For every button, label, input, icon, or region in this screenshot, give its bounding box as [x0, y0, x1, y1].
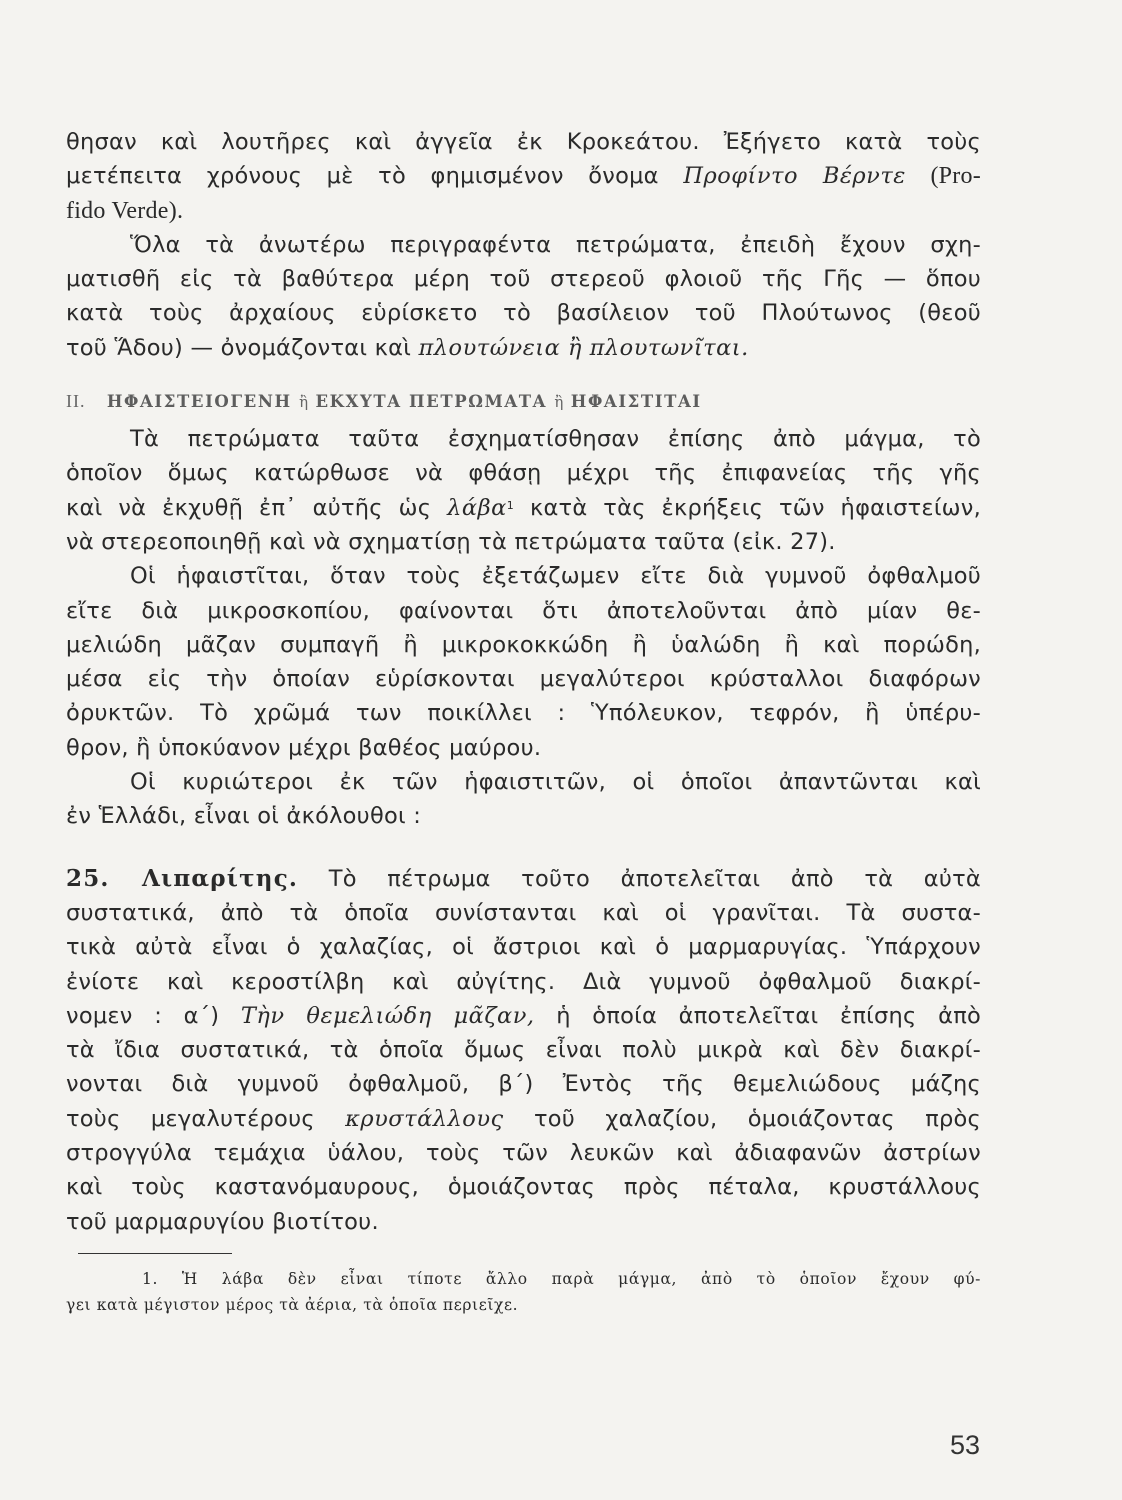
page-number: 53 — [950, 1430, 981, 1460]
footnote-line: γει κατὰ μέγιστον μέρος τὰ ἀέρια, τὰ ὁποῖα περιεῖχε. — [66, 1295, 519, 1314]
intro-paragraph — [66, 125, 981, 228]
text-line: ἐνίοτε καὶ κεροστίλβη καὶ αὐγίτης. Διὰ γυμνοῦ ὀφθαλμοῦ διακρί- — [66, 968, 981, 995]
text-line: εἴτε διὰ μικροσκοπίου, φαίνονται ὅτι ἀποτελοῦνται ἀπὸ μίαν θε- — [66, 597, 981, 624]
text-line: μελιώδη μᾶζαν συμπαγῆ ἢ μικροκοκκώδη ἢ ὑαλώδη ἢ καὶ πορώδη, — [66, 631, 981, 658]
text-line: ὁποῖον ὅμως κατώρθωσε νὰ φθάσῃ μέχρι τῆς ἐπιφανείας τῆς γῆς — [66, 460, 981, 487]
text-run: καὶ νὰ ἐκχυθῇ ἐπ᾽ αὐτῆς ὡς — [66, 494, 432, 521]
section-heading — [66, 389, 981, 414]
section-number: II. — [66, 391, 86, 412]
text-line: ματισθῆ εἰς τὰ βαθύτερα μέρη τοῦ στερεοῦ φλοιοῦ τῆς Γῆς — ὅπου — [66, 266, 981, 293]
text-line — [66, 159, 981, 193]
text-line — [66, 862, 981, 896]
footnote — [66, 1266, 981, 1318]
text-line: τικὰ αὐτὰ εἶναι ὁ χαλαζίας, οἱ ἄστριοι καὶ ὁ μαρμαρυγίας. Ὑπάρχουν — [66, 934, 981, 961]
entry-heading: 25. Λιπαρίτης. — [66, 864, 299, 892]
volcanites-paragraph — [66, 559, 981, 765]
text-line: κατὰ τοὺς ἀρχαίους εὑρίσκετο τὸ βασίλειον τοῦ Πλούτωνος (θεοῦ — [66, 300, 981, 327]
italic-term: λάβα — [447, 494, 507, 521]
text-line: καὶ τοὺς καστανόμαυρους, ὁμοιάζοντας πρὸς πέταλα, κρυστάλλους — [66, 1174, 981, 1201]
text-line — [66, 491, 981, 525]
heading-word: ΗΦΑΙΣΤΙΤΑΙ — [570, 392, 702, 412]
latin-term: fido Verde). — [66, 197, 184, 224]
text-line — [66, 999, 981, 1033]
text-line: μέσα εἰς τὴν ὁποίαν εὑρίσκονται μεγαλύτεροι κρύσταλλοι διαφόρων — [66, 666, 981, 693]
heading-conjunction: ἢ — [554, 393, 564, 412]
footnote-marker: 1 — [506, 498, 515, 512]
lava-paragraph — [66, 422, 981, 559]
entry-liparite — [66, 862, 981, 1239]
plutonic-paragraph — [66, 228, 981, 365]
italic-term: πλουτώνεια ἢ πλουτωνῖται. — [418, 334, 749, 361]
text-line: θησαν καὶ λουτῆρες καὶ ἀγγεῖα ἐκ Κροκεάτου. Ἐξήγετο κατὰ τοὺς — [66, 129, 981, 155]
heading-conjunction: ἢ — [299, 393, 309, 412]
text-run: τοῦ χαλαζίου, ὁμοιάζοντας πρὸς — [533, 1105, 982, 1132]
footnote-line: 1. Ἡ λάβα δὲν εἶναι τίποτε ἄλλο παρὰ μάγμα, ἀπὸ τὸ ὁποῖον ἔχουν φύ- — [142, 1269, 981, 1288]
text-run: κατὰ τὰς ἐκρήξεις τῶν ἡφαιστείων, — [529, 494, 981, 521]
text-run: ἡ ὁποία ἀποτελεῖται ἐπίσης ἀπὸ — [556, 1002, 982, 1029]
text-run: Τὸ πέτρωμα τοῦτο ἀποτελεῖται ἀπὸ τὰ αὐτὰ — [328, 865, 981, 892]
text-line: Οἱ κυριώτεροι ἐκ τῶν ἡφαιστιτῶν, οἱ ὁποῖοι ἀπαντῶνται καὶ — [130, 769, 981, 796]
text-line: θρον, ἢ ὑποκύανον μέχρι βαθέος μαύρου. — [66, 734, 542, 761]
text-run: τοὺς μεγαλυτέρους — [66, 1105, 315, 1132]
text-run: νομεν : α΄) — [66, 1002, 220, 1029]
text-line: συστατικά, ἀπὸ τὰ ὁποῖα συνίστανται καὶ οἱ γρανῖται. Τὰ συστα- — [66, 899, 981, 926]
italic-term: κρυστάλλους — [345, 1105, 504, 1132]
text-line — [66, 1102, 981, 1136]
italic-term: Προφίντο Βέρντε — [683, 163, 906, 190]
text-line: ὀρυκτῶν. Τὸ χρῶμά των ποικίλλει : Ὑπόλευκον, τεφρόν, ἢ ὑπέρυ- — [66, 700, 981, 727]
text-line — [66, 331, 981, 365]
text-line: στρογγύλα τεμάχια ὑάλου, τοὺς τῶν λευκῶν καὶ ἀδιαφανῶν ἀστρίων — [66, 1140, 981, 1167]
italic-term: Τὴν θεμελιώδη μᾶζαν, — [240, 1002, 535, 1029]
text-line: Τὰ πετρώματα ταῦτα ἐσχηματίσθησαν ἐπίσης ἀπὸ μάγμα, τὸ — [130, 426, 981, 453]
text-line: ἐν Ἑλλάδι, εἶναι οἱ ἀκόλουθοι : — [66, 803, 422, 830]
main-types-paragraph — [66, 765, 981, 834]
page-body — [66, 125, 981, 1318]
text-line: τὰ ἴδια συστατικά, τὰ ὁποῖα ὅμως εἶναι πολὺ μικρὰ καὶ δὲν διακρί- — [66, 1037, 981, 1064]
text-line: νονται διὰ γυμνοῦ ὀφθαλμοῦ, β΄) Ἐντὸς τῆς θεμελιώδους μάζης — [66, 1071, 981, 1098]
heading-word: ΗΦΑΙΣΤΕΙΟΓΕΝΗ — [106, 392, 292, 412]
text-line: Οἱ ἡφαιστῖται, ὅταν τοὺς ἐξετάζωμεν εἴτε διὰ γυμνοῦ ὀφθαλμοῦ — [130, 563, 981, 590]
text-run: τοῦ Ἅδου) — ὀνομάζονται καὶ — [66, 334, 412, 361]
latin-term: (Pro- — [930, 163, 982, 190]
footnote-rule — [78, 1253, 232, 1254]
text-run: μετέπειτα χρόνους μὲ τὸ φημισμένον ὄνομα — [66, 163, 659, 190]
text-line: τοῦ μαρμαρυγίου βιοτίτου. — [66, 1208, 379, 1235]
text-line — [66, 194, 981, 228]
text-line: Ὅλα τὰ ἀνωτέρω περιγραφέντα πετρώματα, ἐπειδὴ ἔχουν σχη- — [130, 231, 981, 258]
heading-word: ΕΚΧΥΤΑ ΠΕΤΡΩΜΑΤΑ — [315, 392, 548, 412]
text-line: νὰ στερεοποιηθῇ καὶ νὰ σχηματίσῃ τὰ πετρώματα ταῦτα (εἰκ. 27). — [66, 528, 836, 555]
